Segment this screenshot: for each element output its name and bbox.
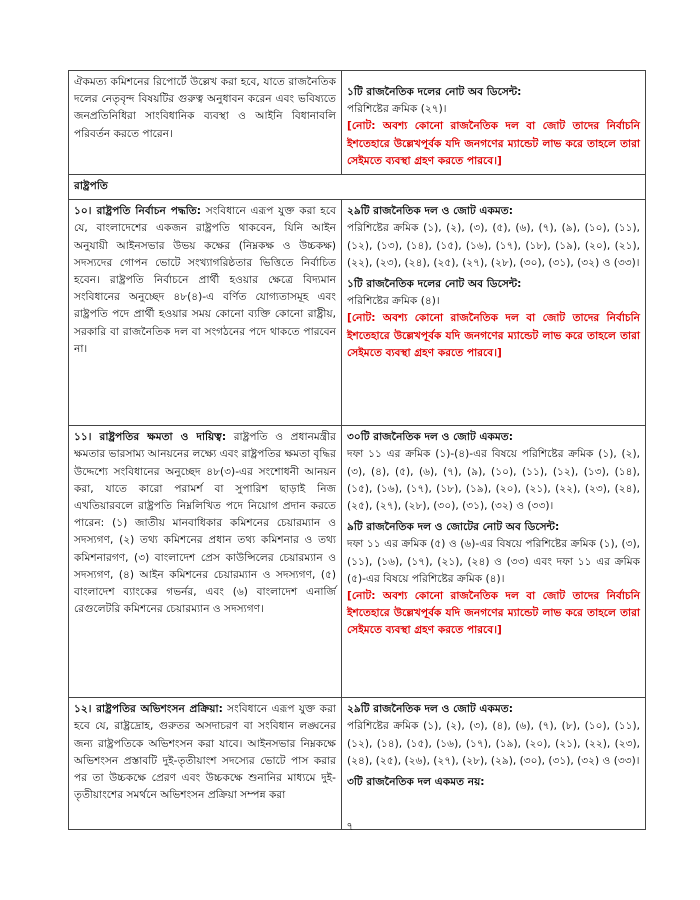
proposal-title: ১১। রাষ্ট্রপতির ক্ষমতা ও দায়িত্ব:: [74, 431, 227, 444]
proposal-title: ১০। রাষ্ট্রপতি নির্বাচন পদ্ধতি:: [74, 205, 201, 218]
dissent-text: দফা ১১ এর ক্রমিক (৫) ও (৬)-এর বিষয়ে পরিশিষ্টের ক্রমিক (১), (৩), (১১), (১৬), (১৭), (২১), (২৪) ও (৩৩) এবং দফা ১১ এর ক্রমিক (৫)-এর বিষয়ে পরিশিষ্টের ক্রমিক (৪)।: [347, 538, 640, 585]
table-row-12: [69, 698, 646, 830]
proposal-cell: [69, 698, 342, 830]
not-agreed-heading: ৩টি রাজনৈতিক দল একমত নয়:: [347, 776, 485, 789]
proposal-text: সংবিধানে এরূপ যুক্ত করা হবে যে, রাষ্ট্রদ্রোহ, গুরুতর অসদাচরণ বা সংবিধান লঙ্ঘনের জন্য রাষ্ট্রপতিকে অভিশংসন করা যাবে। আইনসভার নিম্নকক্ষে অভিশংসন প্রস্তাবটি দুই-তৃতীয়াংশ সদস্যের ভোটে পাস করার পর তা উচ্চকক্ষে প্রেরণ এবং উচ্চকক্ষে শুনানির মাধ্যমে দুই-তৃতীয়াংশের সমর্থনে অভিশংসন প্রক্রিয়া সম্পন্ন করা: [74, 703, 336, 802]
position-cell: [342, 71, 646, 175]
position-cell: [342, 426, 646, 698]
consensus-text: দফা ১১ এর ক্রমিক (১)-(৪)-এর বিষয়ে পরিশিষ্টের ক্রমিক (১), (২), (৩), (৪), (৫), (৬), (৭), (৯), (১০), (১১), (১২), (১৩), (১৪), (১৫), (১৬), (১৭), (১৮), (১৯), (২০), (২১), (২২), (২৩), (২৪), (২৫), (২৭), (২৮), (৩০), (৩১), (৩২) ও (৩৩)।: [347, 448, 640, 513]
position-cell: [342, 698, 646, 830]
note-text: [নোট: অবশ্য কোনো রাজনৈতিক দল বা জোট তাদের নির্বাচনি ইশতেহারে উল্লেখপূর্বক যদি জনগণের ম্যান্ডেট লাভ করে তাহলে তারা সেইমতে ব্যবস্থা গ্রহণ করতে পারবে।]: [347, 312, 640, 359]
consensus-heading: ২৯টি রাজনৈতিক দল ও জোট একমত:: [347, 205, 513, 218]
note-text: [নোট: অবশ্য কোনো রাজনৈতিক দল বা জোট তাদের নির্বাচনি ইশতেহারে উল্লেখপূর্বক যদি জনগণের ম্যান্ডেট লাভ করে তাহলে তারা সেইমতে ব্যবস্থা গ্রহণ করতে পারবে।]: [347, 590, 640, 637]
dissent-heading: ১টি রাজনৈতিক দলের নোট অব ডিসেন্ট:: [347, 86, 522, 98]
consensus-heading: ২৯টি রাজনৈতিক দল ও জোট একমত:: [347, 703, 513, 716]
page-number: ৭: [346, 820, 354, 833]
dissent-heading: ৯টি রাজনৈতিক দল ও জোটের নোট অব ডিসেন্ট:: [347, 521, 560, 534]
dissent-heading: ১টি রাজনৈতিক দলের নোট অব ডিসেন্ট:: [347, 278, 522, 291]
consensus-text: পরিশিষ্টের ক্রমিক (১), (২), (৩), (৫), (৬), (৭), (৯), (১০), (১১), (১২), (১৩), (১৪), (১৫), (১৬), (১৭), (১৮), (১৯), (২০), (২১), (২২), (২৩), (২৪), (২৫), (২৭), (২৮), (৩০), (৩১), (৩২) ও (৩৩)।: [347, 222, 640, 269]
note-text: [নোট: অবশ্য কোনো রাজনৈতিক দল বা জোট তাদের নির্বাচনি ইশতেহারে উল্লেখপূর্বক যদি জনগণের ম্যান্ডেট লাভ করে তাহলে তারা সেইমতে ব্যবস্থা গ্রহণ করতে পারবে।]: [347, 120, 640, 167]
section-heading: রাষ্ট্রপতি: [69, 175, 646, 200]
dissent-text: পরিশিষ্টের ক্রমিক (৪)।: [347, 295, 440, 308]
proposal-cell: [69, 71, 342, 175]
consensus-table: [68, 70, 646, 830]
proposal-cell: [69, 426, 342, 698]
proposal-text: ঐকমত্য কমিশনের রিপোর্টে উল্লেখ করা হবে, যাতে রাজনৈতিক দলের নেতৃবৃন্দ বিষয়টির গুরুত্ব অনুধাবন করেন এবং ভবিষ্যতে জনপ্রতিনিধিরা সাংবিধানিক ব্যবস্থা ও আইনি বিধানাবলি পরিবর্তন করতে পারেন।: [74, 76, 336, 140]
table-row-continuation: [69, 71, 646, 175]
consensus-text: পরিশিষ্টের ক্রমিক (১), (২), (৩), (৪), (৬), (৭), (৮), (১০), (১১), (১২), (১৪), (১৫), (১৬), (১৭), (১৯), (২০), (২১), (২২), (২৩), (২৪), (২৫), (২৬), (২৭), (২৮), (২৯), (৩০), (৩১), (৩২) ও (৩৩)।: [347, 720, 640, 767]
proposal-text: রাষ্ট্রপতি ও প্রধানমন্ত্রীর ক্ষমতার ভারসাম্য আনয়নের লক্ষ্যে এবং রাষ্ট্রপতির ক্ষমতা বৃদ্ধির উদ্দেশ্যে সংবিধানের অনুচ্ছেদ ৪৮(৩)-এর সংশোধনী আনয়ন করা, যাতে কারো পরামর্শ বা সুপারিশ ছাড়াই নিজ এখতিয়ারবলে রাষ্ট্রপতি নিম্নলিখিত পদে নিয়োগ প্রদান করতে পারেন: (১) জাতীয় মানবাধিকার কমিশনের চেয়ারম্যান ও সদস্যগণ, (২) তথ্য কমিশনের প্রধান তথ্য কমিশনার ও তথ্য কমিশনারগণ, (৩) বাংলাদেশ প্রেস কাউন্সিলের চেয়ারম্যান ও সদস্যগণ, (৪) আইন কমিশনের চেয়ারম্যান ও সদস্যগণ, (৫) বাংলাদেশ ব্যাংকের গভর্নর, এবং (৬) বাংলাদেশ এনার্জি রেগুলেটরি কমিশনের চেয়ারম্যান ও সদস্যগণ।: [74, 431, 337, 616]
section-heading-row: [69, 175, 646, 200]
proposal-text: সংবিধানে এরূপ যুক্ত করা হবে যে, বাংলাদেশের একজন রাষ্ট্রপতি থাকবেন, যিনি আইন অনুযায়ী আইনসভার উভয় কক্ষের (নিম্নকক্ষ ও উচ্চকক্ষ) সদস্যদের গোপন ভোটে সংখ্যাগরিষ্ঠতার ভিত্তিতে নির্বাচিত হবেন। রাষ্ট্রপতি নির্বাচনে প্রার্থী হওয়ার ক্ষেত্রে বিদ্যমান সংবিধানের অনুচ্ছেদ ৪৮(৪)-এ বর্ণিত যোগ্যতাসমূহ এবং রাষ্ট্রপতি পদে প্রার্থী হওয়ার সময় কোনো ব্যক্তি কোনো রাষ্ট্রীয়, সরকারি বা রাজনৈতিক দল বা সংগঠনের পদে থাকতে পারবেন না।: [74, 205, 336, 355]
position-cell: [342, 200, 646, 426]
table-row-10: [69, 200, 646, 426]
document-page: [68, 70, 645, 830]
dissent-text: পরিশিষ্টের ক্রমিক (২৭)।: [347, 103, 447, 116]
consensus-heading: ৩০টি রাজনৈতিক দল ও জোট একমত:: [347, 431, 513, 444]
table-row-11: [69, 426, 646, 698]
proposal-title: ১২। রাষ্ট্রপতির অভিশংসন প্রক্রিয়া:: [74, 703, 223, 716]
proposal-cell: [69, 200, 342, 426]
